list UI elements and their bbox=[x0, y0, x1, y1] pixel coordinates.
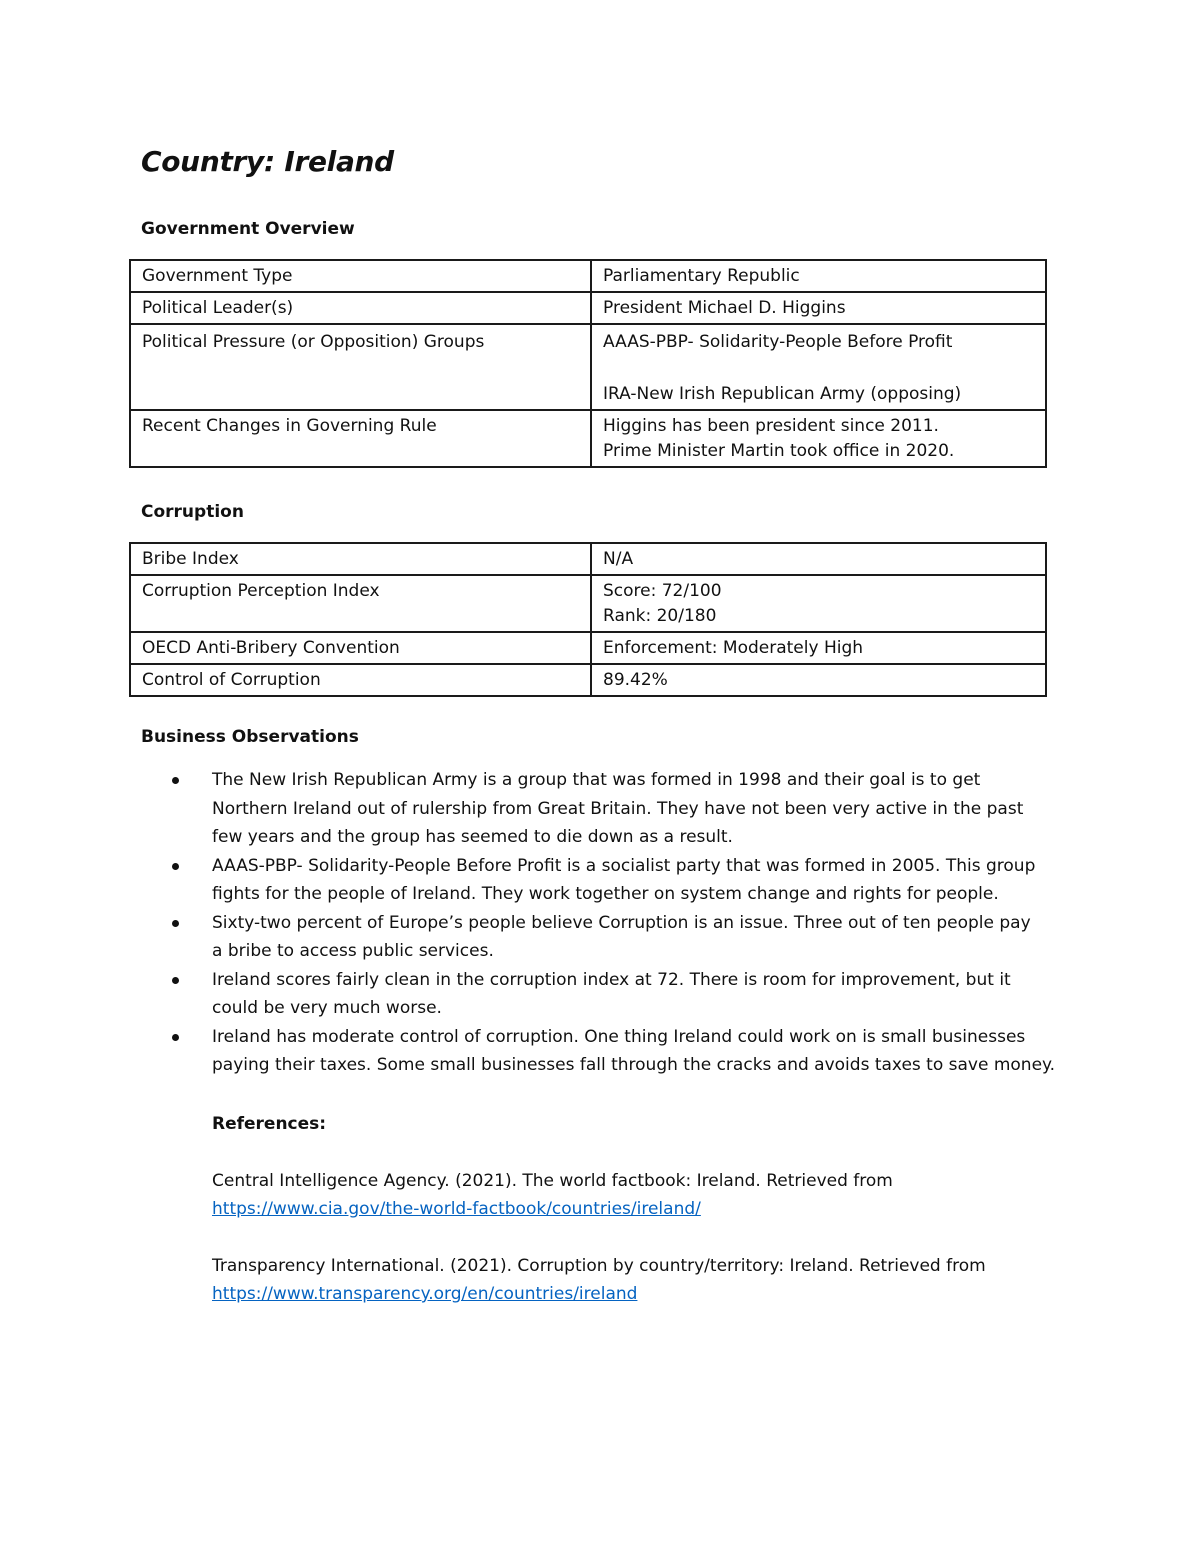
cell-line: Rank: 20/180 bbox=[603, 606, 717, 626]
cell-blank-line bbox=[603, 355, 1035, 382]
reference-text: Transparency International. (2021). Corruption by country/territory: Ireland. Retrieved from bbox=[212, 1255, 986, 1276]
table-cell-value bbox=[591, 292, 1046, 324]
table-row bbox=[130, 543, 1046, 575]
list-item-line: The New Irish Republican Army is a group that was formed in 1998 and their goal is to get bbox=[212, 770, 981, 790]
list-item-line: Sixty-two percent of Europe’s people believe Corruption is an issue. Three out of ten people pay bbox=[212, 912, 1031, 933]
corruption-heading: Corruption bbox=[141, 502, 244, 522]
table-row bbox=[130, 324, 1046, 410]
cell-line: Score: 72/100 bbox=[603, 581, 722, 601]
bullet-icon bbox=[172, 920, 179, 927]
bullet-icon bbox=[172, 977, 179, 984]
list-item-line: could be very much worse. bbox=[212, 998, 442, 1018]
list-item-line: paying their taxes. Some small businesses fall through the cracks and avoids taxes to save money. bbox=[212, 1055, 1056, 1075]
corruption-table bbox=[129, 542, 1047, 697]
table-cell-value bbox=[591, 410, 1046, 467]
table-cell-value bbox=[591, 664, 1046, 696]
government-overview-heading: Government Overview bbox=[141, 219, 355, 239]
bullet-icon bbox=[172, 777, 179, 784]
reference-link-transparency[interactable]: https://www.transparency.org/en/countries/ireland bbox=[212, 1284, 638, 1304]
table-cell-label: Control of Corruption bbox=[130, 664, 591, 696]
table-cell-value bbox=[591, 632, 1046, 664]
list-item-line: few years and the group has seemed to die down as a result. bbox=[212, 827, 733, 847]
cell-line: President Michael D. Higgins bbox=[603, 298, 846, 318]
list-item-line: a bribe to access public services. bbox=[212, 941, 494, 961]
cell-line: Enforcement: Moderately High bbox=[603, 638, 864, 658]
references-section bbox=[212, 1110, 1092, 1337]
page-title: Country: Ireland bbox=[141, 145, 394, 178]
cell-line: IRA-New Irish Republican Army (opposing) bbox=[603, 384, 962, 404]
table-cell-value bbox=[591, 575, 1046, 632]
table-cell-value bbox=[591, 543, 1046, 575]
list-item-line: Ireland has moderate control of corruption. One thing Ireland could work on is small businesses bbox=[212, 1026, 1026, 1047]
table-cell-label: Recent Changes in Governing Rule bbox=[130, 410, 591, 467]
cell-line: AAAS-PBP- Solidarity-People Before Profit bbox=[603, 332, 953, 352]
government-table bbox=[129, 259, 1047, 468]
bullet-icon bbox=[172, 1034, 179, 1041]
cell-line: Parliamentary Republic bbox=[603, 266, 800, 286]
table-cell-label: Political Leader(s) bbox=[130, 292, 591, 324]
table-row bbox=[130, 664, 1046, 696]
cell-line: Prime Minister Martin took office in 2020. bbox=[603, 441, 955, 461]
table-cell-label: Political Pressure (or Opposition) Groups bbox=[130, 324, 591, 410]
list-item bbox=[166, 909, 1066, 966]
reference-link-cia[interactable]: https://www.cia.gov/the-world-factbook/countries/ireland/ bbox=[212, 1199, 701, 1219]
table-cell-label: Government Type bbox=[130, 260, 591, 292]
table-cell-value bbox=[591, 324, 1046, 410]
reference-entry bbox=[212, 1252, 1092, 1309]
table-row bbox=[130, 292, 1046, 324]
list-item bbox=[166, 852, 1066, 909]
table-cell-label: Corruption Perception Index bbox=[130, 575, 591, 632]
references-heading: References: bbox=[212, 1114, 327, 1134]
list-item bbox=[166, 966, 1066, 1023]
list-item bbox=[166, 766, 1066, 852]
observations-list bbox=[166, 766, 1066, 1080]
table-row bbox=[130, 260, 1046, 292]
reference-entry bbox=[212, 1167, 1092, 1224]
table-cell-value bbox=[591, 260, 1046, 292]
list-item bbox=[166, 1023, 1066, 1080]
bullet-icon bbox=[172, 863, 179, 870]
list-item-line: AAAS-PBP- Solidarity-People Before Profit is a socialist party that was formed in 2005. This group bbox=[212, 855, 1036, 876]
list-item-line: fights for the people of Ireland. They work together on system change and rights for people. bbox=[212, 884, 999, 904]
table-cell-label: Bribe Index bbox=[130, 543, 591, 575]
cell-line: 89.42% bbox=[603, 670, 668, 690]
business-observations-heading: Business Observations bbox=[141, 727, 359, 747]
table-row bbox=[130, 632, 1046, 664]
table-row bbox=[130, 575, 1046, 632]
cell-line: Higgins has been president since 2011. bbox=[603, 416, 939, 436]
table-row bbox=[130, 410, 1046, 467]
list-item-line: Northern Ireland out of rulership from Great Britain. They have not been very active in the past bbox=[212, 798, 1024, 819]
cell-line: N/A bbox=[603, 549, 634, 569]
table-cell-label: OECD Anti-Bribery Convention bbox=[130, 632, 591, 664]
reference-text: Central Intelligence Agency. (2021). The world factbook: Ireland. Retrieved from bbox=[212, 1170, 893, 1191]
list-item-line: Ireland scores fairly clean in the corruption index at 72. There is room for improvement, but it bbox=[212, 969, 1011, 990]
